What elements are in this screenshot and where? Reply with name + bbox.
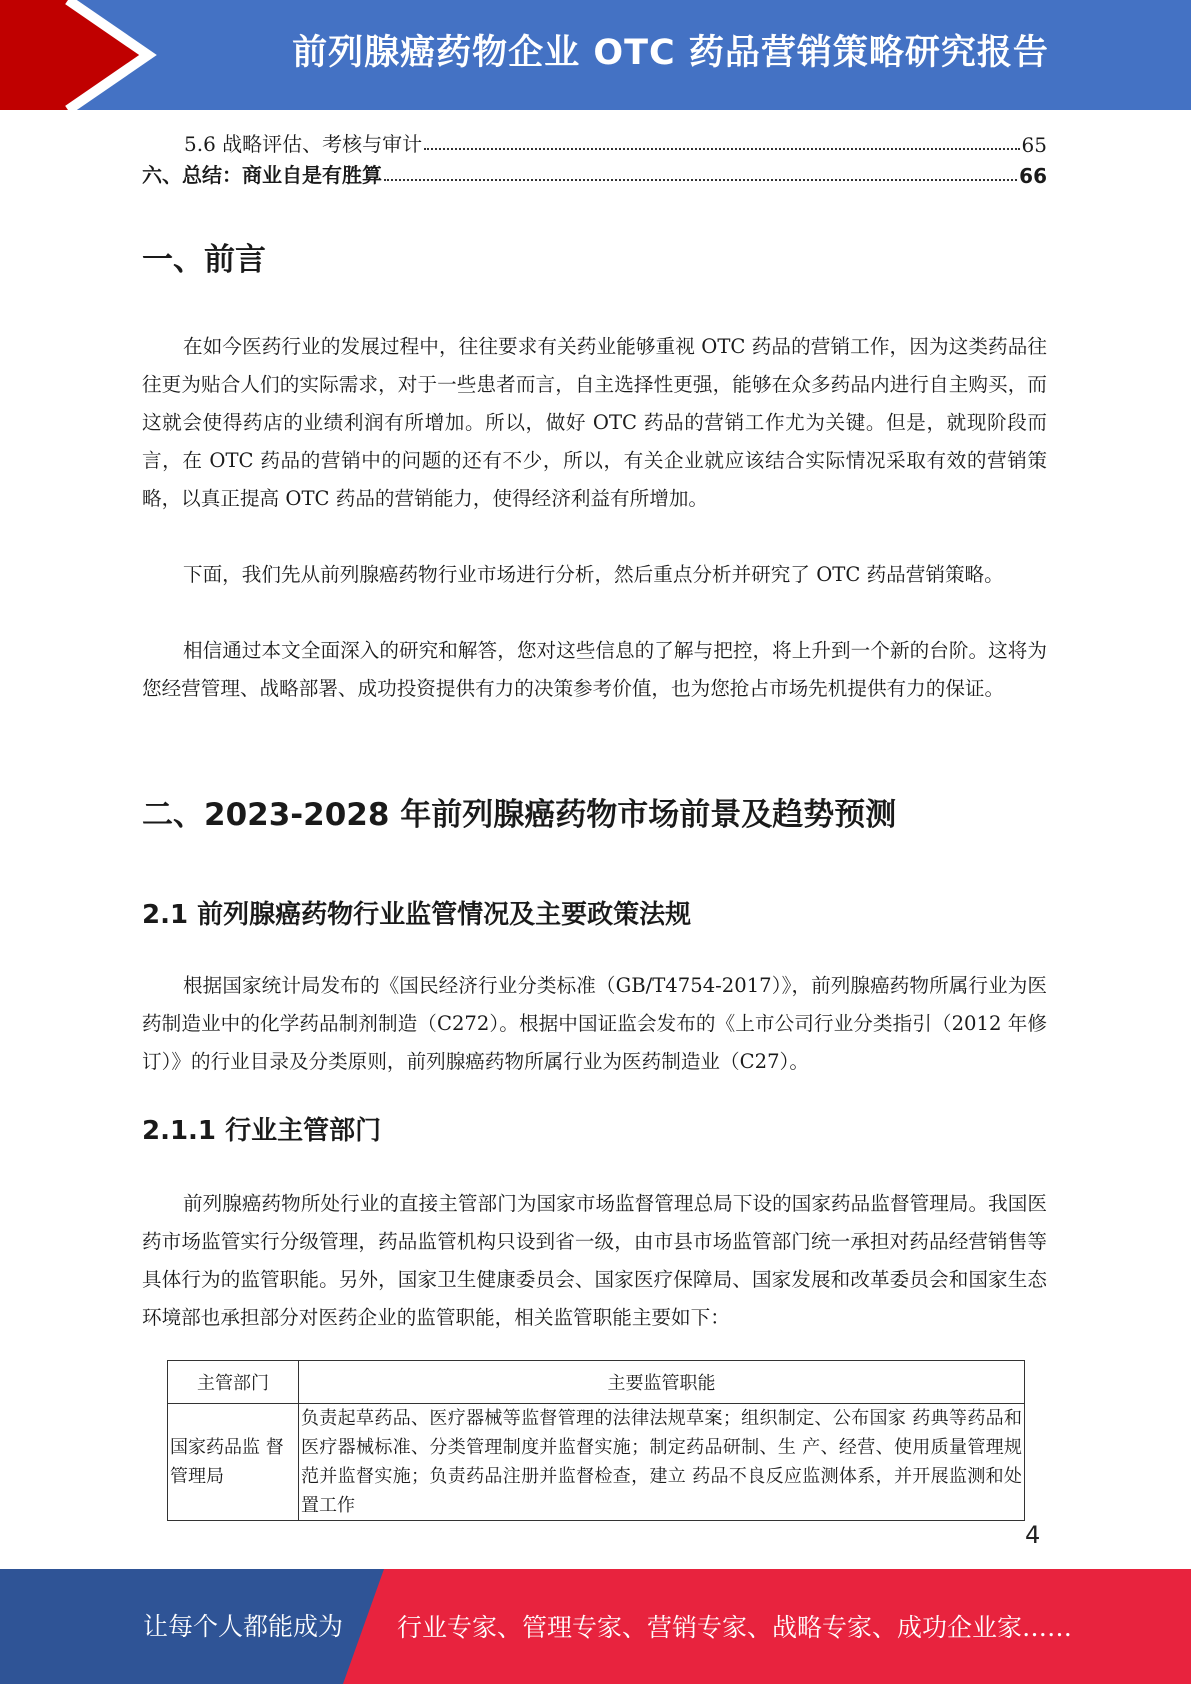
section-heading-preface: 一、前言	[142, 242, 266, 278]
toc-entry[interactable]	[142, 127, 1047, 157]
subsection-heading-authorities: 2.1.1 行业主管部门	[142, 1116, 382, 1146]
table-row	[168, 1404, 1025, 1521]
subsection-heading-regulation: 2.1 前列腺癌药物行业监管情况及主要政策法规	[142, 900, 692, 930]
table-header-cell: 主要监管职能	[299, 1361, 1025, 1404]
toc-entry-page: 65	[1021, 133, 1047, 157]
table-cell-duty: 负责起草药品、医疗器械等监督管理的法律法规草案；组织制定、公布国家 药典等药品和医疗器械标准、分类管理制度并监督实施；制定药品研制、生 产、经营、使用质量管理规范并监督实施；负责药品注册并监督检查，建立 药品不良反应监测体系，并开展监测和处置工作	[299, 1404, 1025, 1521]
table-header-row	[168, 1361, 1025, 1404]
paragraph: 根据国家统计局发布的《国民经济行业分类标准（GB/T4754-2017）》，前列腺癌药物所属行业为医药制造业中的化学药品制剂制造（C272）。根据中国证监会发布的《上市公司行业分类指引（2012 年修订）》的行业目录及分类原则，前列腺癌药物所属行业为医药制造业（C27）。	[142, 974, 1047, 1073]
page-number: 4	[1025, 1521, 1041, 1549]
toc-entry-page: 66	[1019, 164, 1047, 188]
paragraph: 在如今医药行业的发展过程中，往往要求有关药业能够重视 OTC 药品的营销工作，因为这类药品往往更为贴合人们的实际需求，对于一些患者而言，自主选择性更强，能够在众多药品内进行自主购买，而这就会使得药店的业绩利润有所增加。所以，做好 OTC 药品的营销工作尤为关键。但是，就现阶段而言，在 OTC 药品的营销中的问题的还有不少，所以，有关企业就应该结合实际情况采取有效的营销策略，以真正提高 OTC 药品的营销能力，使得经济利益有所增加。	[142, 335, 1047, 510]
header-banner	[0, 0, 1191, 110]
header-red-chevron	[0, 0, 148, 110]
toc-entry-label: 六、总结：商业自是有胜算	[142, 159, 382, 188]
section-heading-market-forecast: 二、2023-2028 年前列腺癌药物市场前景及趋势预测	[142, 797, 897, 833]
report-title: 前列腺癌药物企业 OTC 药品营销策略研究报告	[292, 33, 1049, 73]
toc-leader-dots	[384, 179, 1017, 181]
table-header-cell: 主管部门	[168, 1361, 299, 1404]
footer-slogan-right: 行业专家、管理专家、营销专家、战略专家、成功企业家……	[397, 1613, 1073, 1642]
paragraph: 下面，我们先从前列腺癌药物行业市场进行分析，然后重点分析并研究了 OTC 药品营销策略。	[183, 563, 1004, 586]
table-cell-dept: 国家药品监 督管理局	[168, 1404, 299, 1521]
footer-slogan-left: 让每个人都能成为	[143, 1612, 344, 1641]
paragraph: 相信通过本文全面深入的研究和解答，您对这些信息的了解与把控，将上升到一个新的台阶。这将为您经营管理、战略部署、成功投资提供有力的决策参考价值，也为您抢占市场先机提供有力的保证。	[142, 639, 1047, 700]
toc-entry[interactable]	[142, 158, 1047, 188]
paragraph: 前列腺癌药物所处行业的直接主管部门为国家市场监督管理总局下设的国家药品监督管理局。我国医药市场监管实行分级管理，药品监管机构只设到省一级，由市县市场监管部门统一承担对药品经营销售等具体行为的监管职能。另外，国家卫生健康委员会、国家医疗保障局、国家发展和改革委员会和国家生态环境部也承担部分对医药企业的监管职能，相关监管职能主要如下：	[142, 1192, 1047, 1329]
regulatory-table	[167, 1360, 1025, 1521]
toc-leader-dots	[424, 148, 1019, 150]
toc-entry-label: 5.6 战略评估、考核与审计	[184, 128, 422, 157]
footer-banner	[0, 1569, 1191, 1684]
